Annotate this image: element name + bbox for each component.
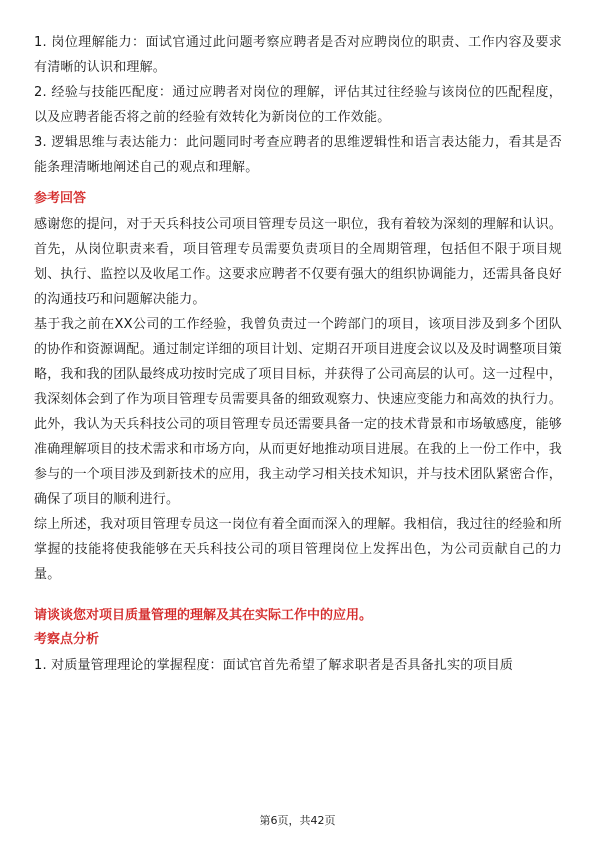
answer-paragraph-2: 基于我之前在XX公司的工作经验，我曾负责过一个跨部门的项目，该项目涉及到多个团队的协作和资源调配。通过制定详细的项目计划、定期召开项目进度会议以及及时调整项目策略，我和我的团队最终成功按时完成了项目目标，并获得了公司高层的认可。这一过程中，我深刻体会到了作为项目管理专员需要具备的细致观察力、快速应变能力和高效的执行力。 xyxy=(34,317,563,407)
answer-paragraph-3: 此外，我认为天兵科技公司的项目管理专员还需要具备一定的技术背景和市场敏感度，能够准确理解项目的技术需求和市场方向，从而更好地推动项目进展。在我的上一份工作中，我参与的一个项目涉及到新技术的应用，我主动学习相关技术知识，并与技术团队紧密合作，确保了项目的顺利进行。 xyxy=(34,417,563,507)
page-content xyxy=(34,30,562,678)
page-footer: 第6页，共42页 xyxy=(259,814,336,827)
answer-paragraph-1: 感谢您的提问，对于天兵科技公司项目管理专员这一职位，我有着较为深刻的理解和认识。首先，从岗位职责来看，项目管理专员需要负责项目的全周期管理，包括但不限于项目规划、执行、监控以及收尾工作。这要求应聘者不仅要有强大的组织协调能力，还需具备良好的沟通技巧和问题解决能力。 xyxy=(34,217,563,307)
analysis-heading: 考察点分析 xyxy=(34,632,100,647)
assessment-point-2: 2. 经验与技能匹配度：通过应聘者对岗位的理解，评估其过往经验与该岗位的匹配程度，以及应聘者能否将之前的经验有效转化为新岗位的工作效能。 xyxy=(34,85,562,125)
answer-paragraph-4: 综上所述，我对项目管理专员这一岗位有着全面而深入的理解。我相信，我过往的经验和所掌握的技能将使我能够在天兵科技公司的项目管理岗位上发挥出色，为公司贡献自己的力量。 xyxy=(34,517,563,582)
assessment-point-3: 3. 逻辑思维与表达能力：此问题同时考查应聘者的思维逻辑性和语言表达能力，看其是否能条理清晰地阐述自己的观点和理解。 xyxy=(34,135,562,175)
assessment-point-1: 1. 岗位理解能力：面试官通过此问题考察应聘者是否对应聘岗位的职责、工作内容及要求有清晰的认识和理解。 xyxy=(34,35,562,75)
reference-answer-heading: 参考回答 xyxy=(34,191,87,206)
analysis-point-1: 1. 对质量管理理论的掌握程度：面试官首先希望了解求职者是否具备扎实的项目质 xyxy=(34,658,514,673)
question-title: 请谈谈您对项目质量管理的理解及其在实际工作中的应用。 xyxy=(34,608,373,623)
